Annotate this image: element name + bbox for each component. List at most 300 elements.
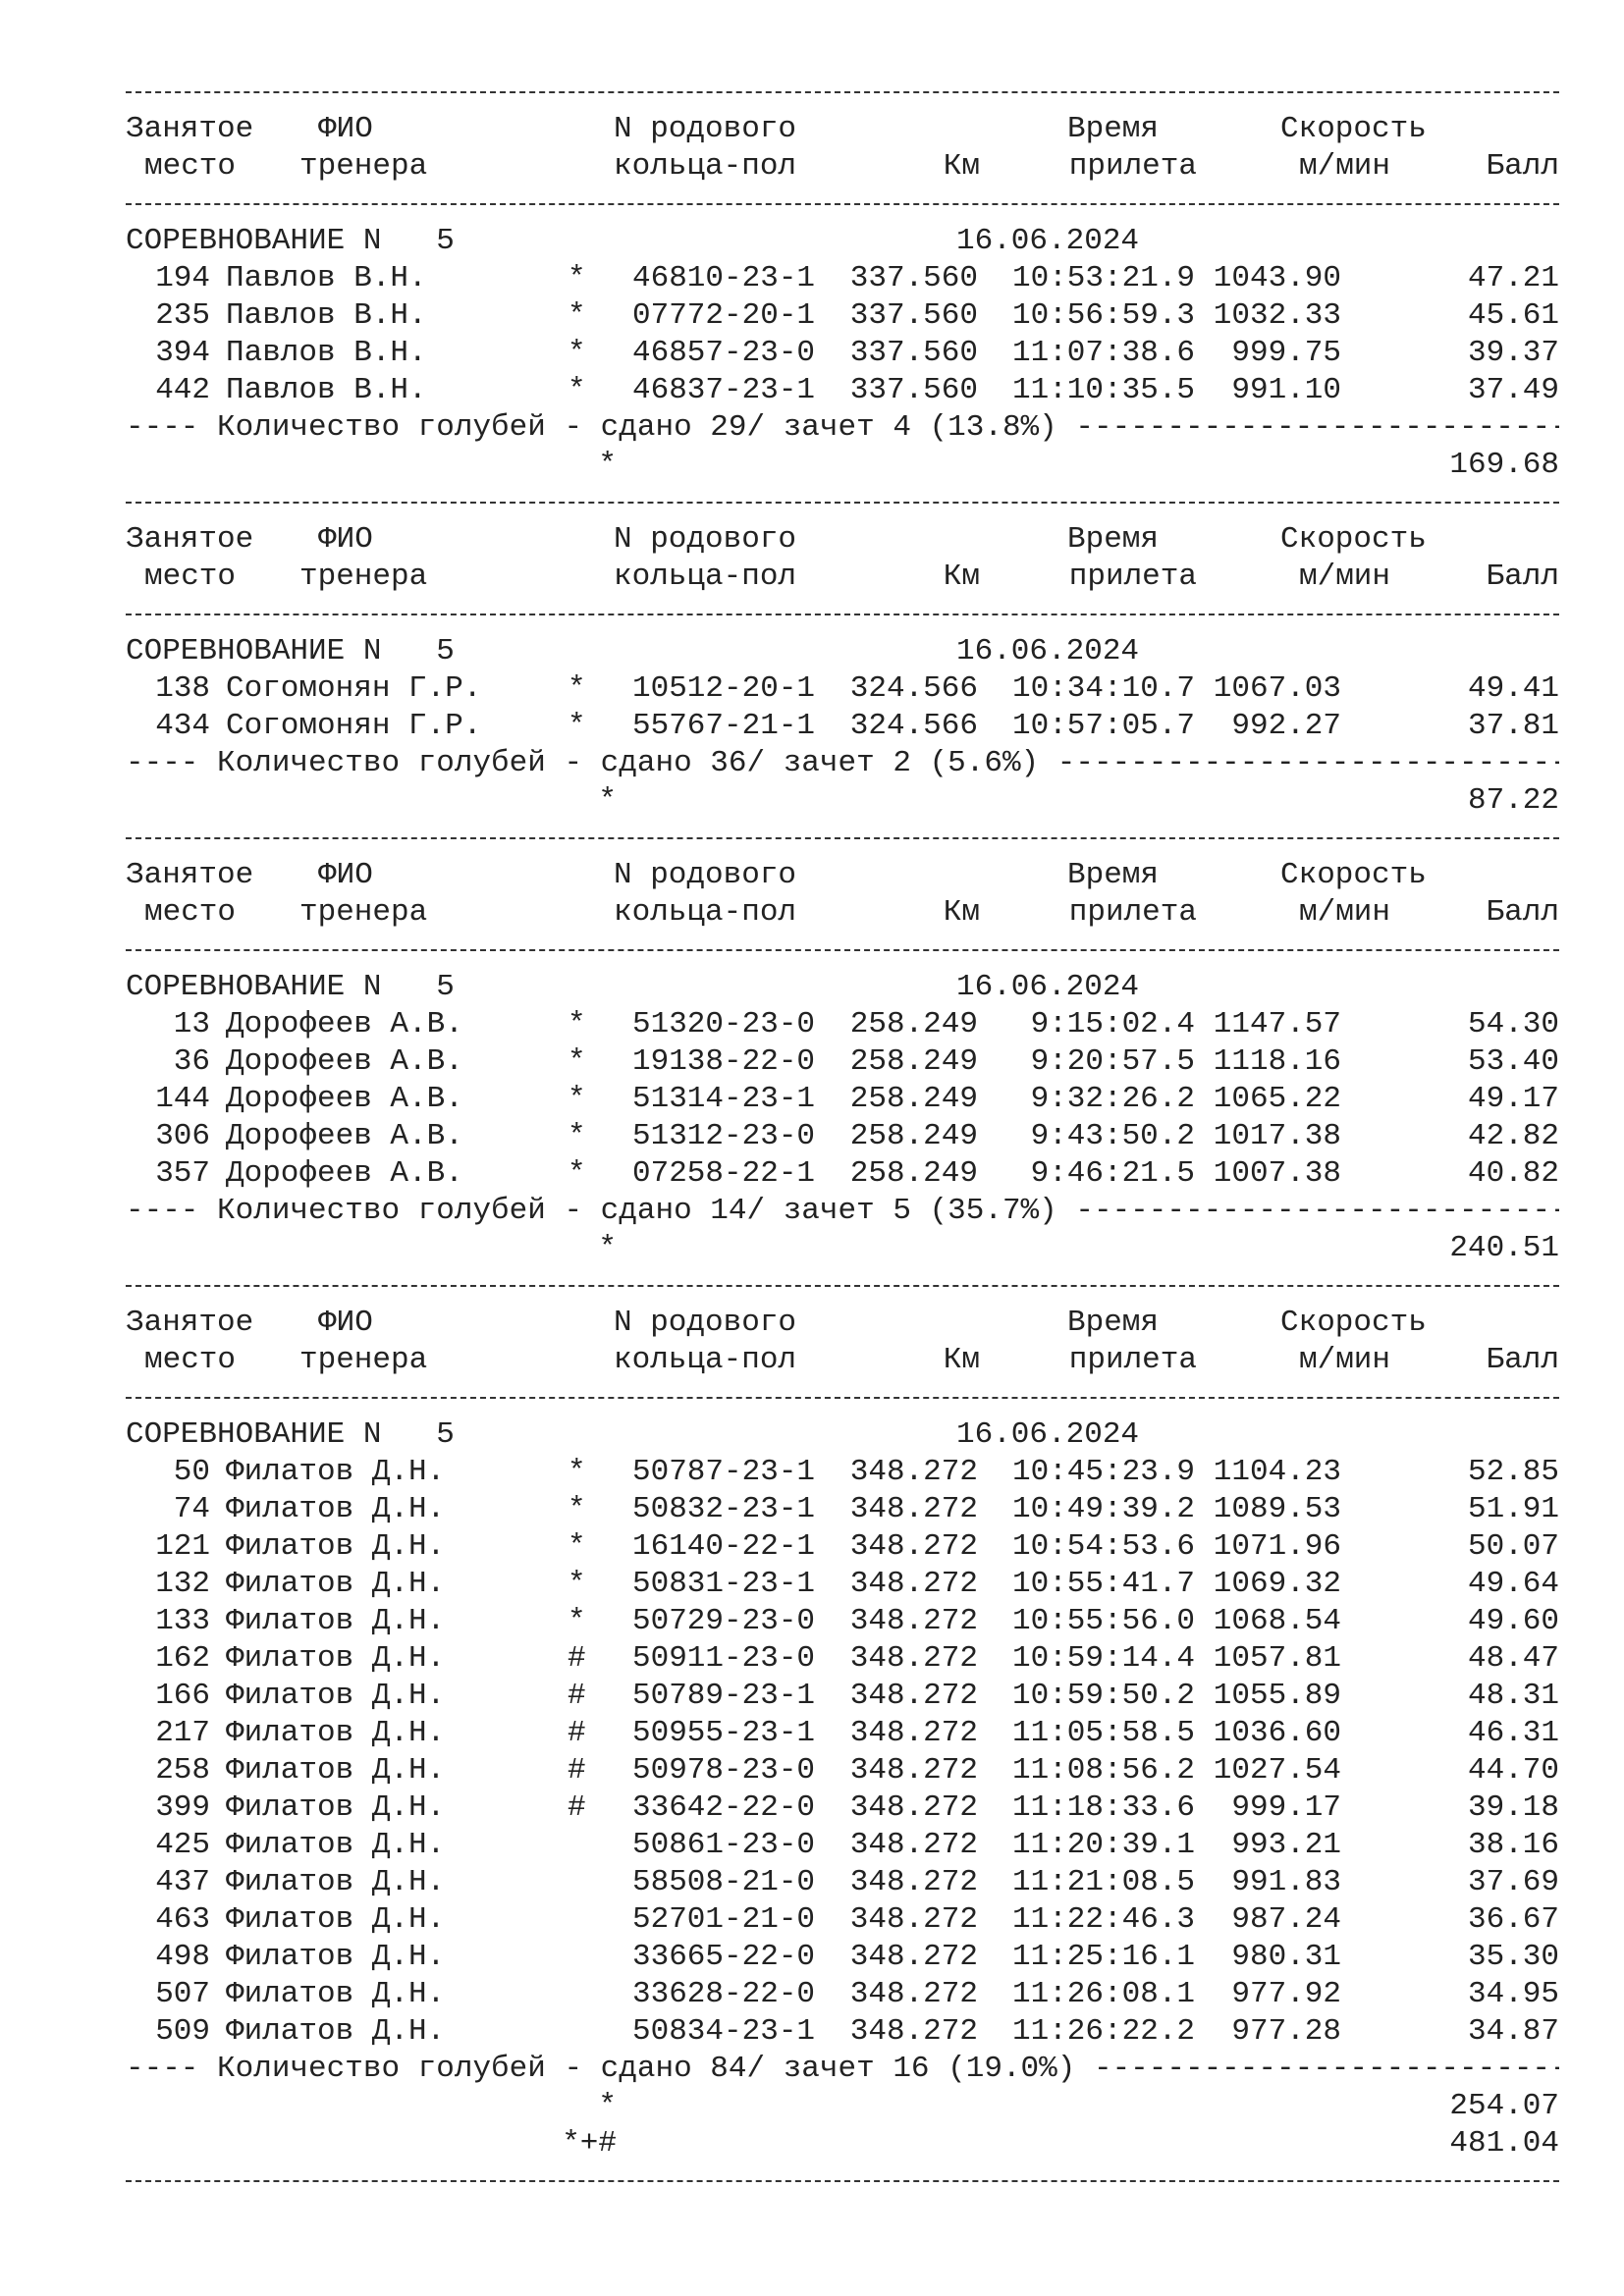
col-ring-header: N родового	[614, 112, 797, 146]
place-cell: 507	[155, 1977, 210, 2011]
km-cell: 324.566	[849, 671, 978, 706]
ring-cell: 33628-22-0	[632, 1977, 816, 2011]
table-row	[126, 2013, 1559, 2051]
competition-line	[126, 223, 1559, 260]
time-cell: 9:15:02.4	[1030, 1007, 1195, 1041]
report-header	[126, 1267, 1559, 1416]
table-row	[126, 1827, 1559, 1864]
col-km-subheader: Км	[943, 895, 980, 930]
col-place-subheader: место	[144, 149, 237, 184]
ring-cell: 46837-23-1	[632, 373, 816, 407]
trainer-cell: Филатов Д.Н.	[226, 1455, 446, 1489]
col-score-subheader: Балл	[1486, 1343, 1559, 1377]
score-cell: 42.82	[1467, 1119, 1559, 1153]
trainer-cell: Филатов Д.Н.	[226, 1940, 446, 1974]
header-row-2	[126, 148, 1559, 186]
trainer-cell: Филатов Д.Н.	[226, 1828, 446, 1862]
place-cell: 399	[155, 1790, 210, 1825]
col-speed-subheader: м/мин	[1299, 895, 1391, 930]
trainer-cell: Дорофеев А.В.	[226, 1156, 463, 1191]
km-cell: 258.249	[849, 1119, 978, 1153]
trainer-cell: Согомонян Г.Р.	[226, 671, 482, 706]
km-cell: 348.272	[849, 1604, 978, 1638]
mark-cell: *	[568, 709, 586, 743]
km-cell: 348.272	[849, 1902, 978, 1937]
trainer-cell: Павлов В.Н.	[226, 298, 427, 333]
total-mark: *	[598, 1231, 617, 1265]
col-trainer-subheader: тренера	[299, 560, 428, 594]
total-mark: *	[598, 448, 617, 482]
ring-cell: 50834-23-1	[632, 2014, 816, 2049]
col-place-header: Занятое	[126, 112, 254, 146]
header-row-1	[126, 1305, 1559, 1342]
trainer-cell: Филатов Д.Н.	[226, 1902, 446, 1937]
col-place-subheader: место	[144, 1343, 237, 1377]
competition-line	[126, 969, 1559, 1006]
place-cell: 13	[173, 1007, 210, 1041]
mark-cell: *	[568, 1529, 586, 1564]
speed-cell: 1069.32	[1213, 1567, 1341, 1601]
summary-text: ---- Количество голубей - сдано 36/ зачет 2 (5.6%) -----	[126, 745, 1559, 782]
header-row-2	[126, 894, 1559, 932]
trainer-cell: Филатов Д.Н.	[226, 1790, 446, 1825]
table-row	[126, 708, 1559, 745]
ring-cell: 50832-23-1	[632, 1492, 816, 1526]
table-row	[126, 297, 1559, 335]
mark-cell: #	[568, 1641, 586, 1676]
col-place-header: Занятое	[126, 858, 254, 892]
speed-cell: 1147.57	[1213, 1007, 1341, 1041]
divider	[126, 1379, 1559, 1416]
score-cell: 51.91	[1467, 1492, 1559, 1526]
table-row	[126, 1939, 1559, 1976]
score-cell: 39.37	[1467, 336, 1559, 370]
place-cell: 498	[155, 1940, 210, 1974]
divider	[126, 1267, 1559, 1305]
place-cell: 394	[155, 336, 210, 370]
score-cell: 46.31	[1467, 1716, 1559, 1750]
divider	[126, 932, 1559, 969]
col-ring-subheader: кольца-пол	[614, 149, 797, 184]
place-cell: 306	[155, 1119, 210, 1153]
km-cell: 348.272	[849, 2014, 978, 2049]
divider	[126, 186, 1559, 223]
speed-cell: 1055.89	[1213, 1679, 1341, 1713]
col-speed-header: Скорость	[1280, 858, 1427, 892]
time-cell: 11:07:38.6	[1011, 336, 1195, 370]
place-cell: 509	[155, 2014, 210, 2049]
col-ring-header: N родового	[614, 1306, 797, 1340]
trainer-cell: Согомонян Г.Р.	[226, 709, 482, 743]
total-value: 481.04	[1449, 2126, 1559, 2161]
trainer-cell: Павлов В.Н.	[226, 336, 427, 370]
km-cell: 258.249	[849, 1044, 978, 1079]
place-cell: 434	[155, 709, 210, 743]
time-cell: 11:22:46.3	[1011, 1902, 1195, 1937]
pigeon-race-report	[126, 74, 1559, 2200]
total-row	[126, 782, 1559, 820]
table-row	[126, 1789, 1559, 1827]
ring-cell: 46810-23-1	[632, 261, 816, 295]
time-cell: 10:57:05.7	[1011, 709, 1195, 743]
ring-cell: 50789-23-1	[632, 1679, 816, 1713]
competition-date: 16.06.2024	[956, 634, 1140, 668]
col-speed-subheader: м/мин	[1299, 149, 1391, 184]
table-row	[126, 1081, 1559, 1118]
table-row	[126, 1566, 1559, 1603]
table-row	[126, 1640, 1559, 1678]
col-ring-subheader: кольца-пол	[614, 1343, 797, 1377]
trainer-cell: Дорофеев А.В.	[226, 1082, 463, 1116]
km-cell: 348.272	[849, 1492, 978, 1526]
place-cell: 194	[155, 261, 210, 295]
place-cell: 138	[155, 671, 210, 706]
trainer-cell: Филатов Д.Н.	[226, 1977, 446, 2011]
speed-cell: 1043.90	[1213, 261, 1341, 295]
time-cell: 10:59:50.2	[1011, 1679, 1195, 1713]
mark-cell: #	[568, 1790, 586, 1825]
summary-line	[126, 2051, 1559, 2088]
score-cell: 49.41	[1467, 671, 1559, 706]
km-cell: 348.272	[849, 1641, 978, 1676]
km-cell: 337.560	[849, 261, 978, 295]
table-row	[126, 260, 1559, 297]
divider	[126, 2163, 1559, 2200]
col-trainer-subheader: тренера	[299, 1343, 428, 1377]
place-cell: 217	[155, 1716, 210, 1750]
col-speed-header: Скорость	[1280, 522, 1427, 557]
col-time-subheader: прилета	[1068, 560, 1197, 594]
mark-cell: #	[568, 1716, 586, 1750]
mark-cell: #	[568, 1753, 586, 1788]
time-cell: 10:54:53.6	[1011, 1529, 1195, 1564]
speed-cell: 1036.60	[1213, 1716, 1341, 1750]
divider	[126, 484, 1559, 521]
ring-cell: 51320-23-0	[632, 1007, 816, 1041]
mark-cell: *	[568, 1567, 586, 1601]
table-row	[126, 1678, 1559, 1715]
score-cell: 49.64	[1467, 1567, 1559, 1601]
competition-date: 16.06.2024	[956, 1417, 1140, 1452]
total-value: 240.51	[1449, 1231, 1559, 1265]
competition-title: СОРЕВНОВАНИЕ N 5	[126, 224, 455, 258]
col-speed-header: Скорость	[1280, 1306, 1427, 1340]
mark-cell: *	[568, 261, 586, 295]
speed-cell: 987.24	[1231, 1902, 1341, 1937]
ring-cell: 50978-23-0	[632, 1753, 816, 1788]
col-time-subheader: прилета	[1068, 895, 1197, 930]
ring-cell: 33642-22-0	[632, 1790, 816, 1825]
score-cell: 47.21	[1467, 261, 1559, 295]
score-cell: 48.47	[1467, 1641, 1559, 1676]
speed-cell: 1118.16	[1213, 1044, 1341, 1079]
table-row	[126, 1155, 1559, 1193]
ring-cell: 55767-21-1	[632, 709, 816, 743]
km-cell: 348.272	[849, 1940, 978, 1974]
speed-cell: 977.92	[1231, 1977, 1341, 2011]
mark-cell: *	[568, 1156, 586, 1191]
km-cell: 348.272	[849, 1753, 978, 1788]
competition-section	[126, 820, 1559, 1267]
ring-cell: 50729-23-0	[632, 1604, 816, 1638]
speed-cell: 1007.38	[1213, 1156, 1341, 1191]
summary-text: ---- Количество голубей - сдано 84/ зачет 16 (19.0%) -----	[126, 2051, 1559, 2088]
km-cell: 348.272	[849, 1977, 978, 2011]
speed-cell: 1071.96	[1213, 1529, 1341, 1564]
col-ring-subheader: кольца-пол	[614, 895, 797, 930]
mark-cell: *	[568, 336, 586, 370]
col-place-subheader: место	[144, 560, 237, 594]
table-row	[126, 670, 1559, 708]
km-cell: 348.272	[849, 1790, 978, 1825]
time-cell: 11:26:22.2	[1011, 2014, 1195, 2049]
header-row-1	[126, 857, 1559, 894]
trainer-cell: Дорофеев А.В.	[226, 1007, 463, 1041]
ring-cell: 50831-23-1	[632, 1567, 816, 1601]
speed-cell: 977.28	[1231, 2014, 1341, 2049]
table-row	[126, 1528, 1559, 1566]
trainer-cell: Филатов Д.Н.	[226, 1865, 446, 1899]
ring-cell: 33665-22-0	[632, 1940, 816, 1974]
table-row	[126, 1901, 1559, 1939]
place-cell: 121	[155, 1529, 210, 1564]
ring-cell: 51312-23-0	[632, 1119, 816, 1153]
summary-line	[126, 745, 1559, 782]
place-cell: 133	[155, 1604, 210, 1638]
report-header	[126, 74, 1559, 223]
table-row	[126, 1043, 1559, 1081]
score-cell: 49.60	[1467, 1604, 1559, 1638]
time-cell: 11:05:58.5	[1011, 1716, 1195, 1750]
trainer-cell: Филатов Д.Н.	[226, 1641, 446, 1676]
time-cell: 11:08:56.2	[1011, 1753, 1195, 1788]
total-value: 169.68	[1449, 448, 1559, 482]
total-value: 87.22	[1467, 783, 1559, 818]
competition-section	[126, 1267, 1559, 2163]
place-cell: 463	[155, 1902, 210, 1937]
speed-cell: 1089.53	[1213, 1492, 1341, 1526]
km-cell: 258.249	[849, 1156, 978, 1191]
speed-cell: 1065.22	[1213, 1082, 1341, 1116]
trainer-cell: Дорофеев А.В.	[226, 1044, 463, 1079]
col-km-subheader: Км	[943, 560, 980, 594]
col-time-subheader: прилета	[1068, 1343, 1197, 1377]
speed-cell: 1068.54	[1213, 1604, 1341, 1638]
score-cell: 37.49	[1467, 373, 1559, 407]
table-row	[126, 1491, 1559, 1528]
report-header	[126, 484, 1559, 633]
competition-date: 16.06.2024	[956, 224, 1140, 258]
km-cell: 337.560	[849, 298, 978, 333]
km-cell: 258.249	[849, 1082, 978, 1116]
ring-cell: 46857-23-0	[632, 336, 816, 370]
mark-cell: *	[568, 1007, 586, 1041]
score-cell: 37.69	[1467, 1865, 1559, 1899]
score-cell: 54.30	[1467, 1007, 1559, 1041]
ring-cell: 07772-20-1	[632, 298, 816, 333]
km-cell: 348.272	[849, 1828, 978, 1862]
score-cell: 48.31	[1467, 1679, 1559, 1713]
km-cell: 348.272	[849, 1865, 978, 1899]
ring-cell: 52701-21-0	[632, 1902, 816, 1937]
time-cell: 11:18:33.6	[1011, 1790, 1195, 1825]
ring-cell: 07258-22-1	[632, 1156, 816, 1191]
col-trainer-subheader: тренера	[299, 149, 428, 184]
col-trainer-header: ФИО	[318, 522, 373, 557]
total-row	[126, 2088, 1559, 2125]
header-row-1	[126, 521, 1559, 559]
table-row	[126, 372, 1559, 409]
speed-cell: 991.10	[1231, 373, 1341, 407]
speed-cell: 999.75	[1231, 336, 1341, 370]
total-row	[126, 2125, 1559, 2163]
summary-line	[126, 409, 1559, 447]
report-header	[126, 820, 1559, 969]
competition-section	[126, 74, 1559, 484]
speed-cell: 1017.38	[1213, 1119, 1341, 1153]
col-time-header: Время	[1066, 112, 1159, 146]
km-cell: 348.272	[849, 1567, 978, 1601]
table-row	[126, 1603, 1559, 1640]
divider	[126, 820, 1559, 857]
time-cell: 10:56:59.3	[1011, 298, 1195, 333]
time-cell: 10:34:10.7	[1011, 671, 1195, 706]
table-row	[126, 335, 1559, 372]
competition-title: СОРЕВНОВАНИЕ N 5	[126, 634, 455, 668]
competition-line	[126, 1416, 1559, 1454]
col-trainer-header: ФИО	[318, 1306, 373, 1340]
trainer-cell: Павлов В.Н.	[226, 373, 427, 407]
speed-cell: 1057.81	[1213, 1641, 1341, 1676]
mark-cell: *	[568, 373, 586, 407]
col-time-header: Время	[1066, 858, 1159, 892]
score-cell: 39.18	[1467, 1790, 1559, 1825]
total-row	[126, 447, 1559, 484]
divider	[126, 596, 1559, 633]
col-score-subheader: Балл	[1486, 560, 1559, 594]
col-speed-header: Скорость	[1280, 112, 1427, 146]
speed-cell: 1027.54	[1213, 1753, 1341, 1788]
summary-text: ---- Количество голубей - сдано 14/ зачет 5 (35.7%) -----	[126, 1193, 1559, 1230]
summary-line	[126, 1193, 1559, 1230]
table-row	[126, 1454, 1559, 1491]
competition-section	[126, 484, 1559, 820]
table-row	[126, 1752, 1559, 1789]
time-cell: 11:26:08.1	[1011, 1977, 1195, 2011]
speed-cell: 980.31	[1231, 1940, 1341, 1974]
ring-cell: 50861-23-0	[632, 1828, 816, 1862]
mark-cell: *	[568, 1044, 586, 1079]
divider	[126, 74, 1559, 111]
score-cell: 34.95	[1467, 1977, 1559, 2011]
table-row	[126, 1864, 1559, 1901]
ring-cell: 51314-23-1	[632, 1082, 816, 1116]
col-place-header: Занятое	[126, 1306, 254, 1340]
km-cell: 348.272	[849, 1455, 978, 1489]
trainer-cell: Филатов Д.Н.	[226, 1604, 446, 1638]
time-cell: 11:10:35.5	[1011, 373, 1195, 407]
col-time-subheader: прилета	[1068, 149, 1197, 184]
speed-cell: 1032.33	[1213, 298, 1341, 333]
km-cell: 258.249	[849, 1007, 978, 1041]
speed-cell: 1067.03	[1213, 671, 1341, 706]
km-cell: 337.560	[849, 336, 978, 370]
score-cell: 35.30	[1467, 1940, 1559, 1974]
col-score-subheader: Балл	[1486, 149, 1559, 184]
time-cell: 11:25:16.1	[1011, 1940, 1195, 1974]
trainer-cell: Филатов Д.Н.	[226, 1716, 446, 1750]
time-cell: 10:53:21.9	[1011, 261, 1195, 295]
score-cell: 53.40	[1467, 1044, 1559, 1079]
col-time-header: Время	[1066, 1306, 1159, 1340]
mark-cell: *	[568, 1455, 586, 1489]
time-cell: 11:21:08.5	[1011, 1865, 1195, 1899]
place-cell: 36	[173, 1044, 210, 1079]
mark-cell: *	[568, 1492, 586, 1526]
trainer-cell: Дорофеев А.В.	[226, 1119, 463, 1153]
col-time-header: Время	[1066, 522, 1159, 557]
place-cell: 144	[155, 1082, 210, 1116]
speed-cell: 1104.23	[1213, 1455, 1341, 1489]
total-row	[126, 1230, 1559, 1267]
trainer-cell: Филатов Д.Н.	[226, 1753, 446, 1788]
col-trainer-header: ФИО	[318, 112, 373, 146]
time-cell: 10:49:39.2	[1011, 1492, 1195, 1526]
total-mark: *+#	[562, 2126, 617, 2161]
score-cell: 52.85	[1467, 1455, 1559, 1489]
time-cell: 9:43:50.2	[1030, 1119, 1195, 1153]
score-cell: 40.82	[1467, 1156, 1559, 1191]
speed-cell: 993.21	[1231, 1828, 1341, 1862]
competition-date: 16.06.2024	[956, 970, 1140, 1004]
mark-cell: *	[568, 1082, 586, 1116]
trainer-cell: Павлов В.Н.	[226, 261, 427, 295]
place-cell: 132	[155, 1567, 210, 1601]
km-cell: 348.272	[849, 1529, 978, 1564]
competition-title: СОРЕВНОВАНИЕ N 5	[126, 970, 455, 1004]
total-value: 254.07	[1449, 2089, 1559, 2123]
score-cell: 37.81	[1467, 709, 1559, 743]
place-cell: 357	[155, 1156, 210, 1191]
mark-cell: *	[568, 298, 586, 333]
total-mark: *	[598, 2089, 617, 2123]
col-speed-subheader: м/мин	[1299, 560, 1391, 594]
col-speed-subheader: м/мин	[1299, 1343, 1391, 1377]
ring-cell: 19138-22-0	[632, 1044, 816, 1079]
ring-cell: 10512-20-1	[632, 671, 816, 706]
place-cell: 235	[155, 298, 210, 333]
trainer-cell: Филатов Д.Н.	[226, 1529, 446, 1564]
place-cell: 74	[173, 1492, 210, 1526]
mark-cell: #	[568, 1679, 586, 1713]
trainer-cell: Филатов Д.Н.	[226, 1567, 446, 1601]
score-cell: 49.17	[1467, 1082, 1559, 1116]
ring-cell: 50787-23-1	[632, 1455, 816, 1489]
table-row	[126, 1006, 1559, 1043]
header-row-2	[126, 559, 1559, 596]
score-cell: 38.16	[1467, 1828, 1559, 1862]
header-row-1	[126, 111, 1559, 148]
time-cell: 9:20:57.5	[1030, 1044, 1195, 1079]
col-ring-header: N родового	[614, 522, 797, 557]
mark-cell: *	[568, 671, 586, 706]
time-cell: 10:59:14.4	[1011, 1641, 1195, 1676]
km-cell: 324.566	[849, 709, 978, 743]
table-row	[126, 1715, 1559, 1752]
col-score-subheader: Балл	[1486, 895, 1559, 930]
total-mark: *	[598, 783, 617, 818]
km-cell: 337.560	[849, 373, 978, 407]
